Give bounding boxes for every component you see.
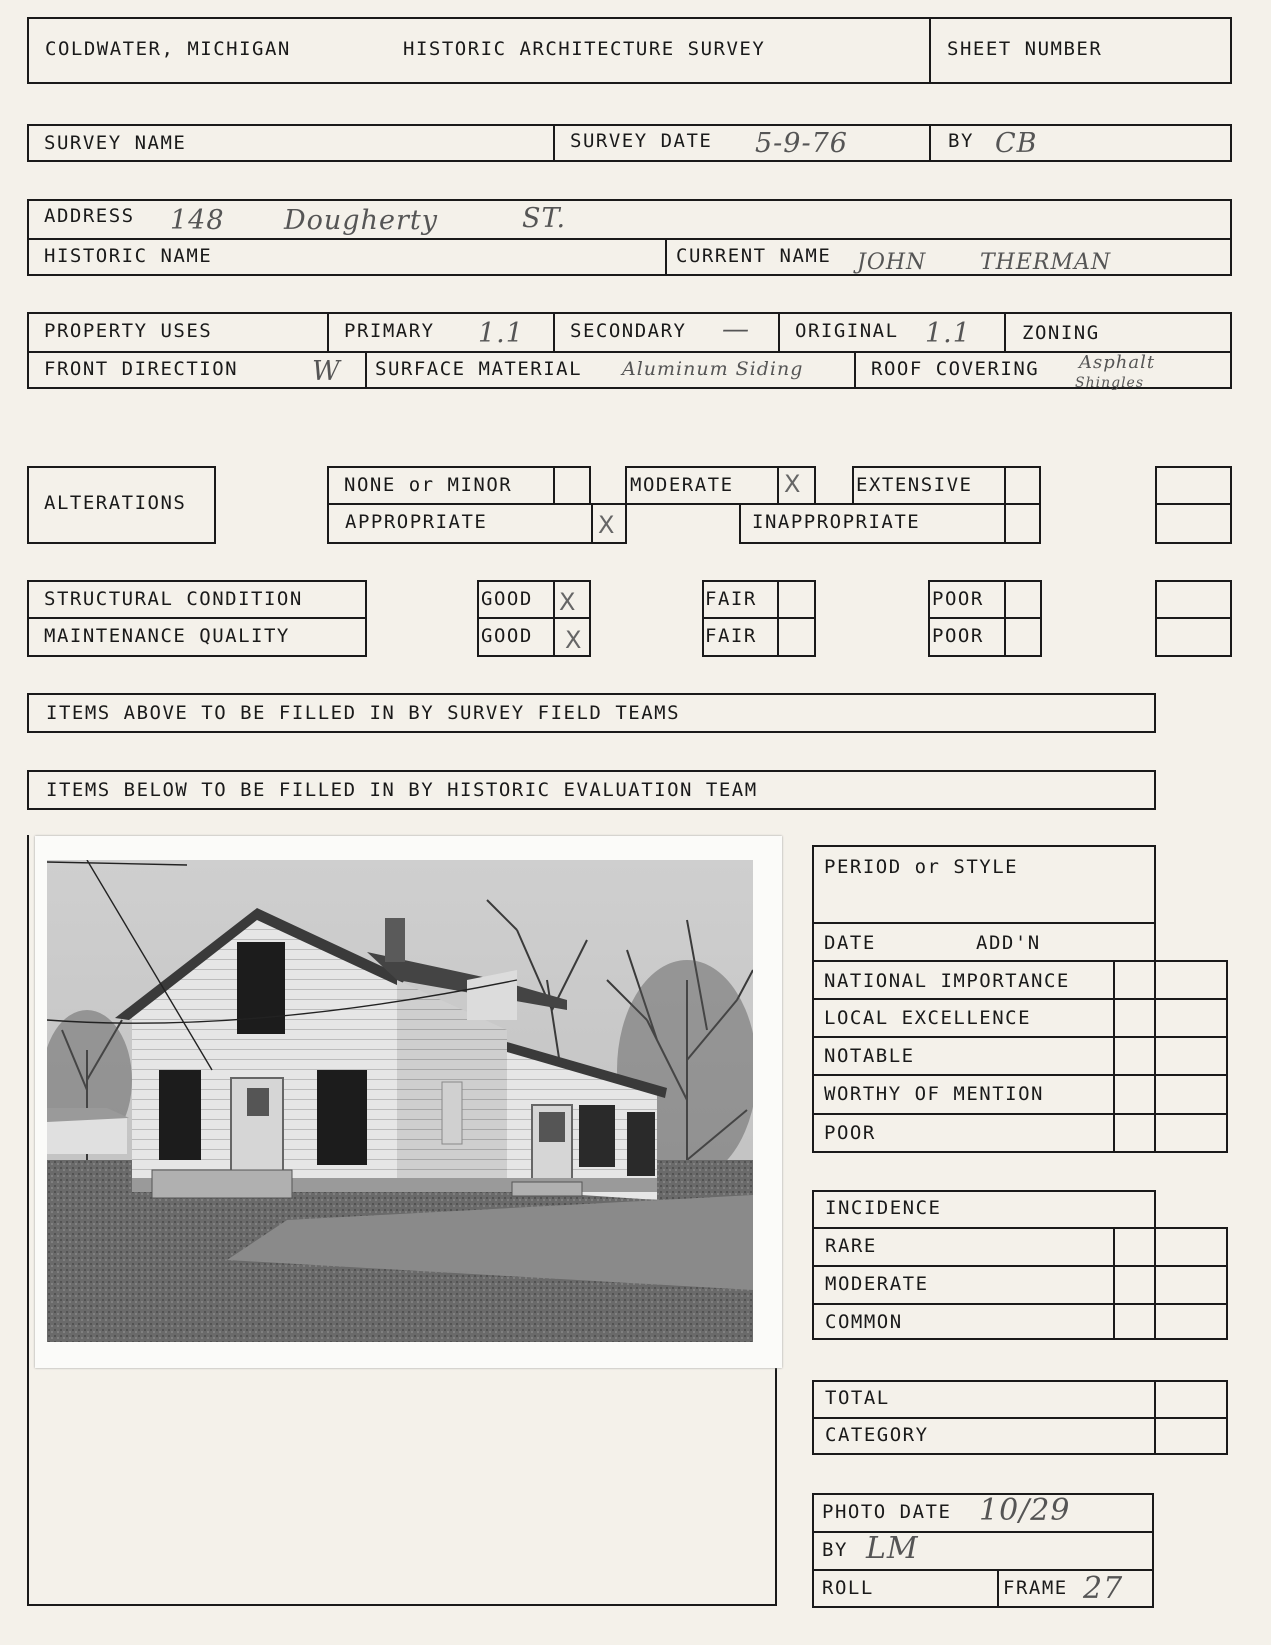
appropriate-checkbox (591, 503, 593, 544)
primary-label: PRIMARY (344, 320, 435, 342)
addn-label: ADD'N (976, 932, 1041, 954)
none-minor-label: NONE or MINOR (344, 474, 513, 496)
surface-material-value[interactable]: Aluminum Siding (622, 358, 804, 380)
roof-covering-value-1[interactable]: Asphalt (1079, 352, 1156, 373)
current-name-label: CURRENT NAME (676, 245, 832, 267)
property-col-3 (778, 312, 780, 351)
appropriate-label: APPROPRIATE (345, 511, 488, 533)
eval-notable: NOTABLE (824, 1045, 915, 1067)
photo-area-bottom-edge (27, 1604, 777, 1606)
photo-by-value[interactable]: LM (866, 1531, 919, 1566)
total-label: TOTAL (825, 1387, 890, 1409)
porch-window-2 (627, 1112, 655, 1176)
alterations-score-box (1155, 466, 1232, 544)
structural-condition-label: STRUCTURAL CONDITION (44, 588, 303, 610)
address-divider (27, 238, 1232, 240)
eval-divider-1 (812, 960, 1228, 962)
property-divider (27, 351, 1232, 353)
property-col-6 (854, 351, 856, 389)
none-minor-checkbox (553, 466, 555, 505)
front-direction-label: FRONT DIRECTION (44, 358, 239, 380)
photo-info-divider-1 (812, 1531, 1154, 1533)
property-col-4 (1004, 312, 1006, 351)
secondary-value[interactable]: — (722, 314, 750, 345)
condition-label-divider (27, 617, 367, 619)
original-label: ORIGINAL (795, 320, 899, 342)
frame-label: FRAME (1003, 1577, 1068, 1599)
secondary-label: SECONDARY (570, 320, 687, 342)
field-team-note-text: ITEMS ABOVE TO BE FILLED IN BY SURVEY FIELD TEAMS (46, 702, 681, 724)
evaluation-team-note-text: ITEMS BELOW TO BE FILLED IN BY HISTORIC EVALUATION TEAM (46, 779, 758, 801)
inappropriate-label: INAPPROPRIATE (752, 511, 921, 533)
side-window (442, 1082, 462, 1144)
moderate-checkbox (777, 466, 779, 505)
property-col-1 (327, 312, 329, 351)
period-style-label: PERIOD or STYLE (824, 856, 1019, 878)
current-name-last[interactable]: THERMAN (980, 250, 1112, 275)
front-steps (152, 1170, 292, 1198)
front-door-window (247, 1088, 269, 1116)
current-name-divider (665, 238, 667, 276)
frame-value[interactable]: 27 (1083, 1571, 1124, 1606)
property-uses-label: PROPERTY USES (44, 320, 213, 342)
date-label: DATE (824, 932, 876, 954)
maintenance-good-mark[interactable]: X (565, 626, 582, 654)
survey-title: HISTORIC ARCHITECTURE SURVEY (403, 38, 766, 60)
poor-checkbox (1004, 580, 1006, 657)
property-col-2 (553, 312, 555, 351)
roof-covering-value-2[interactable]: Shingles (1075, 375, 1145, 391)
category-label: CATEGORY (825, 1424, 929, 1446)
property-col-5 (365, 351, 367, 389)
house-photo (47, 860, 753, 1342)
eval-divider-2 (812, 998, 1228, 1000)
maintenance-fair-label: FAIR (705, 625, 757, 647)
good-checkbox (553, 580, 555, 657)
upper-window (237, 942, 285, 1034)
incidence-divider-3 (812, 1303, 1228, 1305)
evaluation-score-column (1113, 960, 1228, 1153)
fair-divider (702, 617, 816, 619)
incidence-score-col-divider (1154, 1227, 1156, 1340)
eval-local-excellence: LOCAL EXCELLENCE (824, 1007, 1032, 1029)
structural-good-label: GOOD (481, 588, 533, 610)
incidence-divider-1 (812, 1227, 1228, 1229)
surface-material-label: SURFACE MATERIAL (375, 358, 583, 380)
header-divider (929, 17, 931, 84)
fair-checkbox (777, 580, 779, 657)
evaluation-team-note-end (1154, 770, 1156, 810)
frame-divider (997, 1569, 999, 1608)
survey-date-label: SURVEY DATE (570, 130, 713, 152)
address-number[interactable]: 148 (170, 205, 225, 236)
house-photo-svg (47, 860, 753, 1342)
maintenance-poor-label: POOR (932, 625, 984, 647)
incidence-moderate: MODERATE (825, 1273, 929, 1295)
front-direction-value[interactable]: W (312, 356, 341, 387)
porch-window (579, 1105, 615, 1167)
photo-area-left-edge (27, 835, 29, 1606)
incidence-score-column (1113, 1227, 1228, 1340)
left-window (159, 1070, 201, 1160)
good-divider (477, 617, 591, 619)
photo-date-value[interactable]: 10/29 (979, 1493, 1071, 1528)
roll-label: ROLL (822, 1577, 874, 1599)
poor-divider (928, 617, 1042, 619)
eval-divider-0 (812, 922, 1156, 924)
survey-divider-2 (929, 124, 931, 162)
survey-by-label: BY (948, 130, 974, 152)
incidence-label: INCIDENCE (825, 1197, 942, 1219)
sheet-number-label: SHEET NUMBER (947, 38, 1103, 60)
photo-date-label: PHOTO DATE (822, 1501, 952, 1523)
address-suffix[interactable]: ST. (522, 203, 567, 234)
original-value[interactable]: 1.1 (925, 318, 971, 349)
neighbor-house (47, 1118, 127, 1154)
total-score-divider (1154, 1380, 1156, 1455)
maintenance-quality-label: MAINTENANCE QUALITY (44, 625, 290, 647)
city-label: COLDWATER, MICHIGAN (45, 38, 291, 60)
alterations-score-divider (1155, 503, 1232, 505)
survey-by-value[interactable]: CB (995, 128, 1038, 159)
chimney (385, 918, 405, 962)
moderate-mark[interactable]: X (784, 470, 801, 498)
eval-poor: POOR (824, 1122, 876, 1144)
eval-divider-3 (812, 1036, 1228, 1038)
alterations-label: ALTERATIONS (44, 492, 187, 514)
eval-worthy-of-mention: WORTHY OF MENTION (824, 1083, 1044, 1105)
total-divider (812, 1417, 1228, 1419)
survey-name-label: SURVEY NAME (44, 132, 187, 154)
survey-date-value[interactable]: 5-9-76 (755, 128, 848, 159)
incidence-common: COMMON (825, 1311, 903, 1333)
structural-fair-label: FAIR (705, 588, 757, 610)
appropriate-mark[interactable]: X (598, 511, 615, 539)
condition-score-divider (1155, 617, 1232, 619)
eval-divider-5 (812, 1113, 1228, 1115)
incidence-divider-2 (812, 1265, 1228, 1267)
eval-divider-4 (812, 1074, 1228, 1076)
porch-steps (512, 1182, 582, 1196)
photo-by-label: BY (822, 1539, 848, 1561)
structural-good-mark[interactable]: X (559, 588, 576, 616)
maintenance-good-label: GOOD (481, 625, 533, 647)
zoning-label: ZONING (1022, 322, 1100, 344)
extensive-label: EXTENSIVE (856, 474, 973, 496)
roof-covering-label: ROOF COVERING (871, 358, 1040, 380)
structural-poor-label: POOR (932, 588, 984, 610)
eval-score-col-divider (1154, 960, 1156, 1153)
current-name-first[interactable]: JOHN (857, 250, 927, 275)
porch-door-window (539, 1112, 565, 1142)
address-label: ADDRESS (44, 205, 135, 227)
address-street[interactable]: Dougherty (284, 205, 438, 236)
survey-divider-1 (553, 124, 555, 162)
primary-value[interactable]: 1.1 (478, 318, 524, 349)
historic-name-label: HISTORIC NAME (44, 245, 213, 267)
incidence-rare: RARE (825, 1235, 877, 1257)
moderate-label: MODERATE (630, 474, 734, 496)
eval-national-importance: NATIONAL IMPORTANCE (824, 970, 1070, 992)
right-window (317, 1070, 367, 1165)
